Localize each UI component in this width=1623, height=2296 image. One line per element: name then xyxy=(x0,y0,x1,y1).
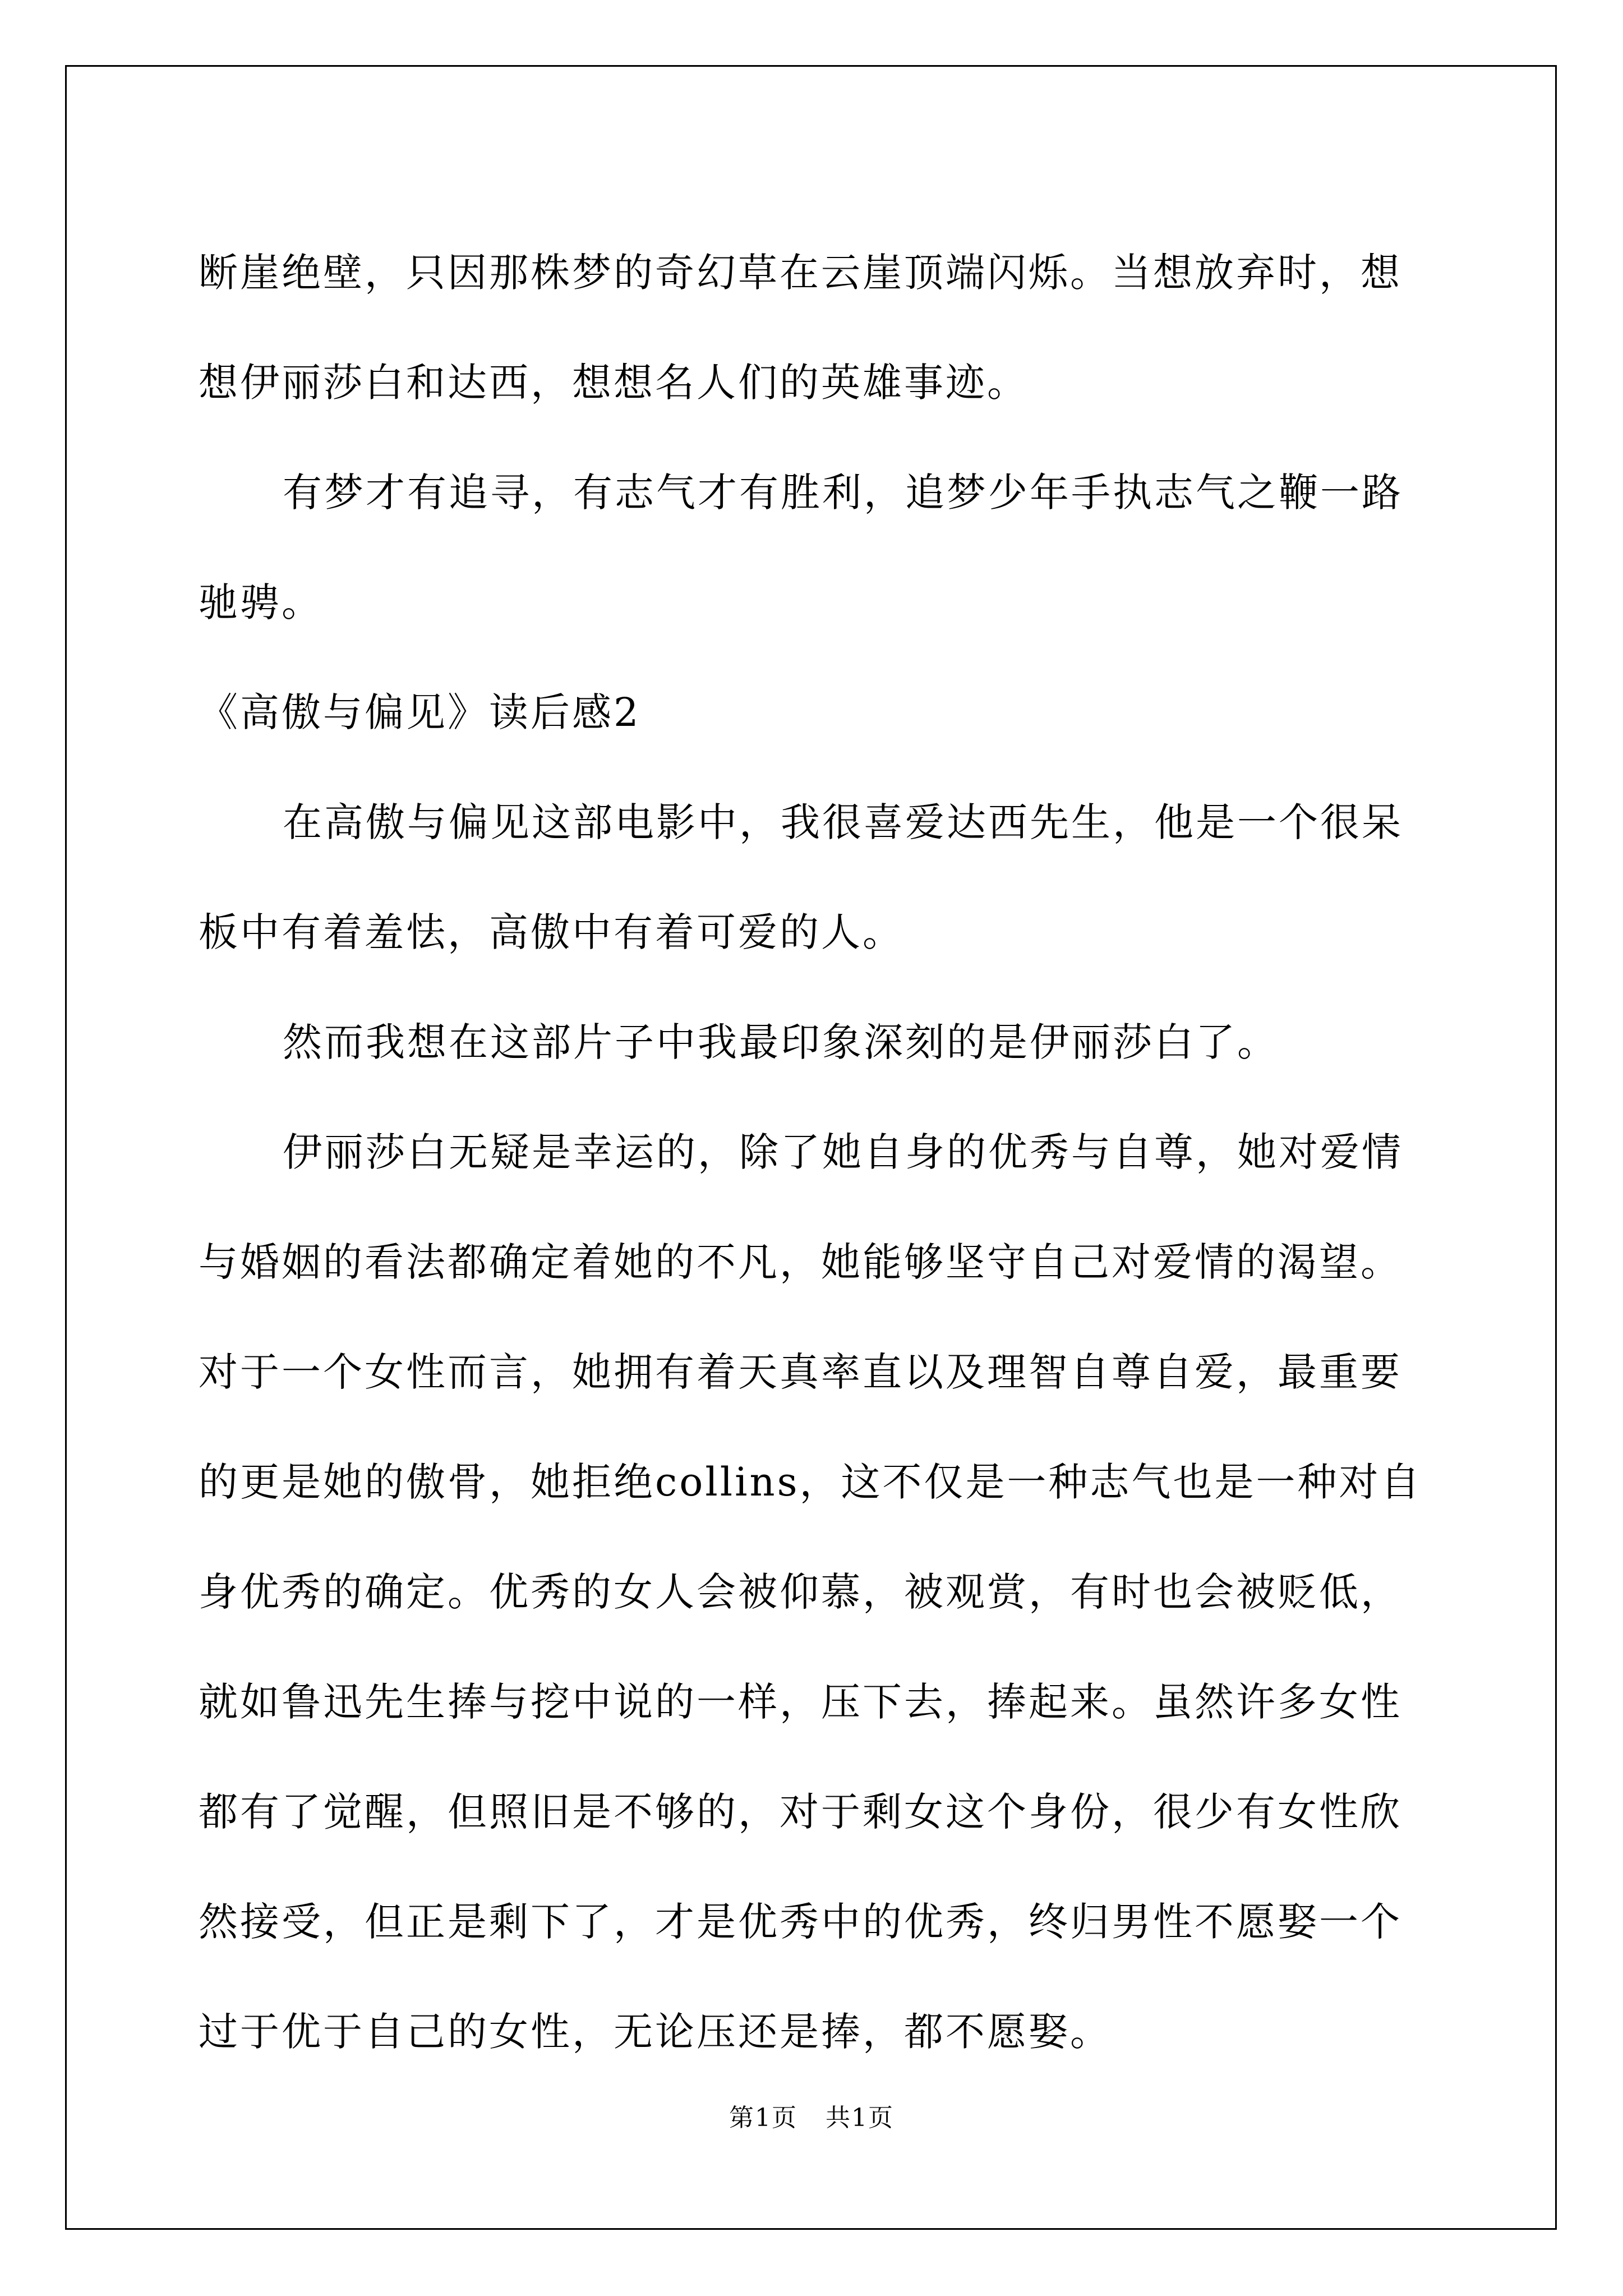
paragraph-darcy: 在高傲与偏见这部电影中，我很喜爱达西先生，他是一个很呆板中有着羞怯，高傲中有着可爱的人。 xyxy=(199,799,1403,955)
page-footer xyxy=(0,2101,1623,2135)
page-total: 共1页 xyxy=(826,2104,894,2132)
section-heading: 《高傲与偏见》读后感2 xyxy=(199,689,641,735)
paragraph-continuation: 断崖绝壁，只因那株梦的奇幻草在云崖顶端闪烁。当想放弃时，想想伊丽莎白和达西，想想名人们的英雄事迹。 xyxy=(199,250,1402,406)
page-number: 第1页 xyxy=(729,2104,797,2132)
document-body xyxy=(199,218,1432,2087)
paragraph-dream: 有梦才有追寻，有志气才有胜利，追梦少年手执志气之鞭一路驰骋。 xyxy=(199,470,1403,625)
paragraph-elizabeth-intro: 然而我想在这部片子中我最印象深刻的是伊丽莎白了。 xyxy=(283,1019,1279,1065)
paragraph-elizabeth-analysis: 伊丽莎白无疑是幸运的，除了她自身的优秀与自尊，她对爱情与婚姻的看法都确定着她的不凡，她能够坚守自己对爱情的渴望。对于一个女性而言，她拥有着天真率直以及理智自尊自爱，最重要的更是她的傲骨，她拒绝collins，这不仅是一种志气也是一种对自身优秀的确定。优秀的女人会被仰慕，被观赏，有时也会被贬低，就如鲁迅先生捧与挖中说的一样，压下去，捧起来。虽然许多女性都有了觉醒，但照旧是不够的，对于剩女这个身份，很少有女性欣然接受，但正是剩下了，才是优秀中的优秀，终归男性不愿娶一个过于优于自己的女性，无论压还是捧，都不愿娶。 xyxy=(199,1129,1422,2055)
